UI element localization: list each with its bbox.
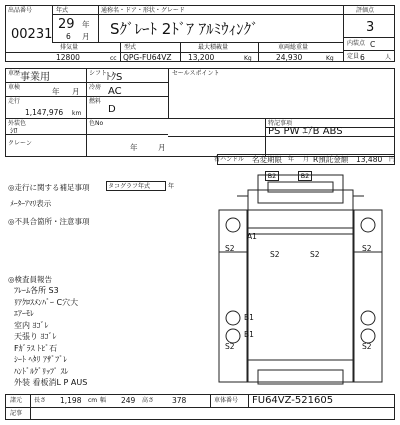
steering-label: 右ハンドル	[214, 156, 245, 163]
month-value: 6	[66, 32, 71, 41]
capacity-value: 6	[360, 53, 365, 62]
width-value: 249	[121, 396, 136, 405]
report-line: Fｶﾞﾗｽ ﾄﾋﾞ石	[14, 343, 58, 353]
fuel-value: D	[108, 104, 116, 115]
mark-s2-4: S2	[362, 244, 372, 253]
report-line: 室内 ﾖｺﾞﾚ	[14, 320, 49, 330]
capacity-label: 定員	[347, 53, 360, 60]
gross-weight-value: 24,930	[276, 53, 303, 62]
defect-label: ◎不具合箇所・注意事項	[8, 217, 90, 226]
vehicle-diagram	[213, 170, 388, 392]
mark-s2-3: S2	[310, 250, 320, 259]
mark-s2-5: S2	[225, 342, 235, 351]
inspector-report	[14, 285, 87, 389]
recycle-value: 13,480	[356, 155, 383, 164]
report-line: 天張り ﾖｺﾞﾚ	[14, 332, 57, 341]
odometer-note: ﾒｰﾀｰｱﾏﾘ表示	[10, 199, 52, 208]
mark-s2-6: S2	[362, 342, 372, 351]
mark-b1-2: B1	[244, 330, 254, 339]
lot-label: 出品番号	[8, 7, 33, 14]
report-line: ﾘｱｸﾛｽﾒﾝﾊﾞｰ C穴大	[14, 297, 79, 307]
score-value: 3	[366, 20, 375, 35]
displacement-value: 12800	[56, 53, 80, 62]
lot-number: 00231	[11, 27, 53, 42]
mark-b2-left: B2	[265, 171, 279, 181]
height-value: 378	[172, 396, 187, 405]
interior-score: C	[370, 40, 376, 49]
chassis-value: QPG-FU64VZ	[123, 53, 172, 62]
model-label: 通称名・ドア・形状・グレード	[101, 7, 185, 14]
year-label: 年式	[56, 7, 69, 14]
score-label: 評価点	[356, 7, 375, 14]
report-label: ◎検査員報告	[8, 275, 53, 284]
year-value: 29	[58, 17, 75, 32]
mark-s2-2: S2	[270, 250, 280, 259]
mileage-value: 1,147,976	[25, 108, 64, 117]
mark-b1-1: B1	[244, 313, 254, 322]
inspection-sheet: 出品番号 00231 年式 29 年 6 月 通称名・ドア・形状・グレード Sｸﾞﾚｰﾄ 2ﾄﾞｱ ｱﾙﾐｳｨﾝｸﾞ 評価点 3 内装点 C 定員 6 人 排気量 12800 cc 型式 QPG-FU64VZ 最大積載量 13,200 Kg 車両総重量 24,930 Kg 車歴 事業用 シフト ﾄｸS 車検 年 月 冷房 AC 走行 1,147,976 km 燃料 D セールスポイント 外装色 ｼﾛ 色No クレーン 年 月 特記事項 PS PW ｴｱB ABS 右ハンドル 名変期限 年 月 R預託金額 13,480 円 ◎走行に関する補足事項 タコグラフ年式 年 ﾒｰﾀｰｱﾏﾘ表示 ◎不具合箇所・注意事項 ◎検査員報告 ﾌﾚｰﾑ各所 S3 ﾘｱｸﾛｽﾒﾝﾊﾞｰ C穴大 ｴｱｰﾓﾚ 室内 ﾖｺﾞﾚ 天張り ﾖｺﾞﾚ Fｶﾞﾗｽ ﾄﾋﾞ石 ｼｰﾄ ﾍﾀﾘ ｱｻﾞﾌﾞﾚ ﾊﾝﾄﾞﾙｸﾞﾘｯﾌﾟ ｽﾚ 外装 看板消L P AUS B2 B2 A1 S2 S2 S2 S2 B1 B1 S2 S2 諸元 長さ 1,198 cm 幅 249 高さ 378 車体番号 FU64VZ-521605 記事	[0, 0, 400, 425]
interior-label: 内装点	[347, 40, 366, 47]
equipment-value: PS PW ｴｱB ABS	[268, 126, 343, 137]
report-line: ｴｱｰﾓﾚ	[14, 309, 34, 318]
shift-value: ﾄｸS	[106, 72, 123, 83]
mark-b2-right: B2	[298, 171, 312, 181]
report-line: ﾊﾝﾄﾞﾙｸﾞﾘｯﾌﾟ ｽﾚ	[14, 366, 69, 376]
odometer-label: ◎走行に関する補足事項	[8, 183, 90, 192]
report-line: 外装 看板消L P AUS	[14, 378, 88, 387]
mark-a1: A1	[247, 232, 257, 241]
report-line: ﾌﾚｰﾑ各所 S3	[14, 286, 59, 295]
model-name: Sｸﾞﾚｰﾄ 2ﾄﾞｱ ｱﾙﾐｳｨﾝｸﾞ	[110, 20, 259, 38]
ac-value: AC	[108, 86, 122, 97]
color-value: ｼﾛ	[10, 126, 18, 135]
mark-s2-1: S2	[225, 244, 235, 253]
vin-value: FU64VZ-521605	[252, 395, 334, 406]
max-load-value: 13,200	[188, 53, 215, 62]
usage-value: 事業用	[20, 72, 50, 83]
length-value: 1,198	[60, 396, 82, 405]
report-line: ｼｰﾄ ﾍﾀﾘ ｱｻﾞﾌﾞﾚ	[14, 355, 68, 364]
